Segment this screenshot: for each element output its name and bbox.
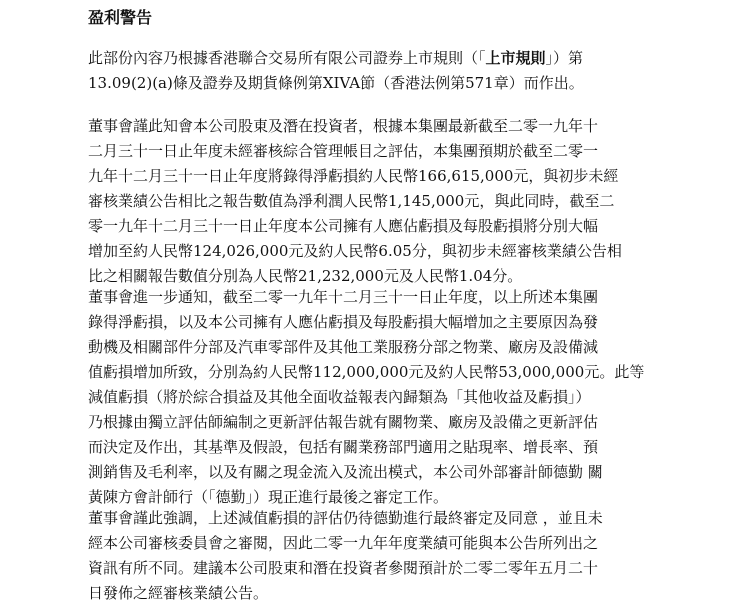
paragraph-line: 測銷售及毛利率，以及有關之現金流入及流出模式，本公司外部審計師德勤 關: [88, 463, 603, 481]
paragraph-board-emphasis: [88, 506, 728, 606]
paragraph-net-loss-notice: [88, 114, 728, 289]
paragraph-line: 黃陳方會計師行（「德勤」）現正進行最後之審定工作。: [88, 488, 449, 506]
paragraph-line: [88, 46, 728, 71]
paragraph-line: 資訊有所不同。建議本公司股東和潛在投資者參閱預計於二零二零年五月二十: [88, 559, 599, 577]
paragraph-line: 董事會謹此強調，上述減值虧損的評估仍待德勤進行最終審定及同意 ，並且未: [88, 509, 603, 527]
text-run: 此部份內容乃根據香港聯合交易所有限公司證券上市規則（「: [88, 49, 486, 67]
paragraph-line: 董事會謹此知會本公司股東及潛在投資者，根據本集團最新截至二零一九年十: [88, 117, 599, 135]
paragraph-line: 審核業績公告相比之報告數值為淨利潤人民幣1,145,000元，與此同時，截至二: [88, 192, 615, 210]
paragraph-line: 13.09(2)(a)條及證券及期貨條例第XIVA節（香港法例第571章）而作出。: [88, 74, 584, 92]
paragraph-line: 零一九年十二月三十一日止年度本公司擁有人應佔虧損及每股虧損將分別大幅: [88, 217, 599, 235]
paragraph-line: 錄得淨虧損，以及本公司擁有人應佔虧損及每股虧損大幅增加之主要原因為發: [88, 313, 599, 331]
paragraph-line: 減值虧損（將於綜合損益及其他全面收益報表內歸類為「其他收益及虧損」）: [88, 388, 591, 406]
paragraph-line: 動機及相關部件分部及汽車零部件及其他工業服務分部之物業、廠房及設備減: [88, 338, 599, 356]
paragraph-line: 增加至約人民幣124,026,000元及約人民幣6.05分，與初步未經審核業績公告相: [88, 242, 622, 260]
paragraph-line: 經本公司審核委員會之審閱，因此二零一九年年度業績可能與本公告所列出之: [88, 534, 599, 552]
paragraph-line: 九年十二月三十一日止年度將錄得淨虧損約人民幣166,615,000元，與初步未經: [88, 167, 619, 185]
paragraph-line: 而決定及作出，其基準及假設，包括有關業務部門適用之貼現率、增長率、預: [88, 438, 599, 456]
paragraph-line: 董事會進一步通知，截至二零一九年十二月三十一日止年度，以上所述本集團: [88, 288, 599, 306]
paragraph-line: 比之相關報告數值分別為人民幣21,232,000元及人民幣1.04分。: [88, 267, 523, 285]
paragraph-line: 二月三十一日止年度未經審核綜合管理帳目之評估，本集團預期於截至二零一: [88, 142, 599, 160]
document-heading: 盈利警告: [88, 8, 153, 27]
defined-term-listing-rules: 上市規則: [485, 49, 546, 67]
paragraph-line: 值虧損增加所致，分別為約人民幣112,000,000元及約人民幣53,000,000元。此等: [88, 363, 645, 381]
paragraph-line: 日發佈之經審核業績公告。: [88, 584, 269, 602]
paragraph-line: 乃根據由獨立評估師編制之更新評估報告就有關物業、廠房及設備之更新評估: [88, 413, 599, 431]
paragraph-impairment-reasons: [88, 285, 728, 510]
text-run: 」）第: [545, 49, 584, 67]
paragraph-listing-rules: [88, 46, 728, 96]
